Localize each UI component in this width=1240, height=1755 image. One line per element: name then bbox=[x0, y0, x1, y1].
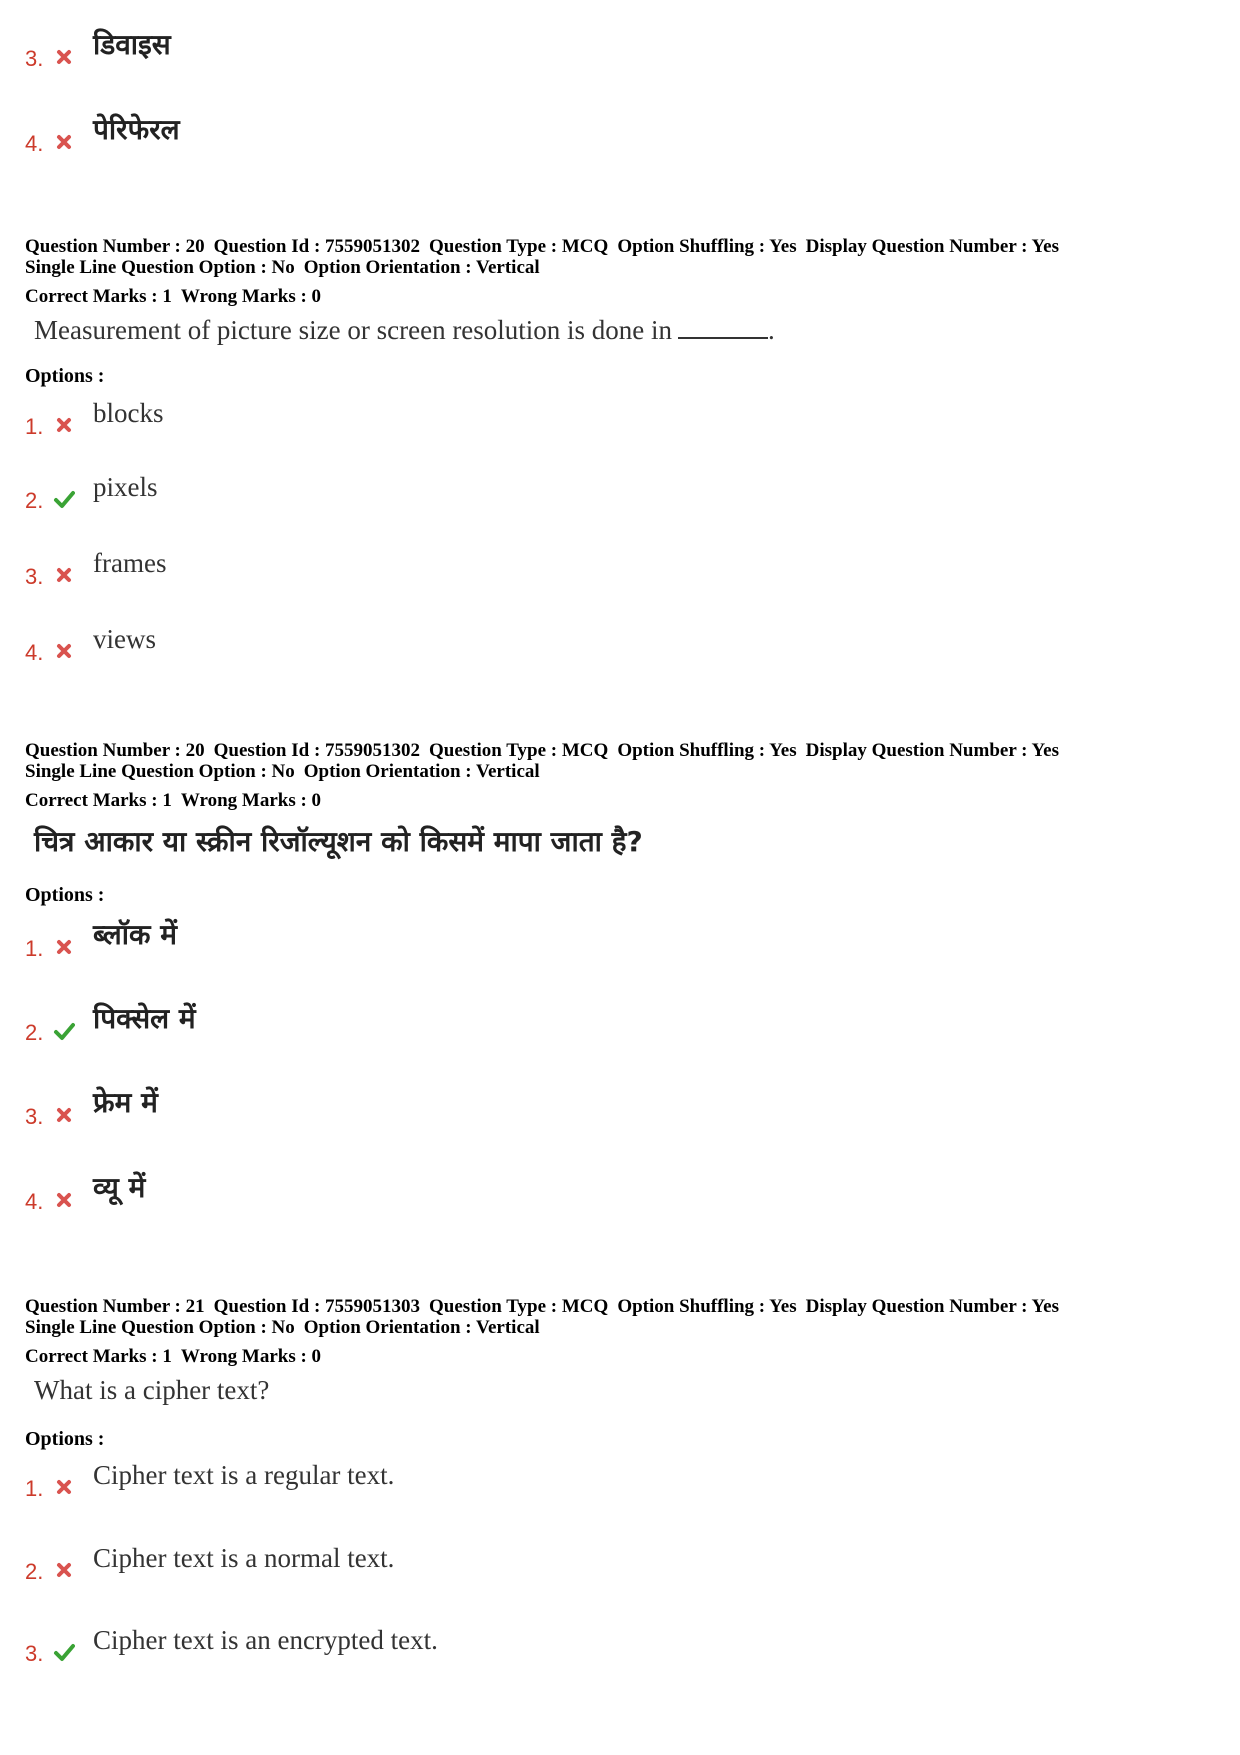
option-number: 2. bbox=[25, 1559, 44, 1584]
cross-icon bbox=[53, 46, 75, 68]
option-text: ब्लॉक में bbox=[93, 918, 177, 951]
option-text: व्यू में bbox=[93, 1171, 146, 1204]
cross-icon bbox=[53, 131, 75, 153]
option-number: 2. bbox=[25, 488, 44, 513]
cross-icon bbox=[53, 564, 75, 586]
cross-icon bbox=[53, 936, 75, 958]
option-item bbox=[25, 1625, 925, 1665]
option-number: 3. bbox=[25, 1104, 44, 1129]
option-item bbox=[25, 1173, 925, 1213]
cross-icon bbox=[53, 1476, 75, 1498]
check-icon bbox=[53, 488, 75, 510]
question-meta-line1: Question Number : 20 Question Id : 7559051302 Question Type : MCQ Option Shuffling : Yes Display Question Number : Yes bbox=[25, 740, 1059, 761]
question-meta-line1: Question Number : 20 Question Id : 7559051302 Question Type : MCQ Option Shuffling : Yes Display Question Number : Yes bbox=[25, 236, 1059, 257]
option-text: views bbox=[93, 624, 156, 654]
options-label: Options : bbox=[25, 365, 105, 387]
option-text: Cipher text is a regular text. bbox=[93, 1460, 395, 1490]
option-item bbox=[25, 1543, 925, 1583]
question-meta-line2: Single Line Question Option : No Option Orientation : Vertical bbox=[25, 257, 540, 278]
question-text: What is a cipher text? bbox=[34, 1375, 270, 1405]
option-text: पेरिफेरल bbox=[93, 113, 180, 146]
option-number: 2. bbox=[25, 1020, 44, 1045]
check-icon bbox=[53, 1641, 75, 1663]
option-number: 3. bbox=[25, 1641, 44, 1666]
option-number: 4. bbox=[25, 131, 44, 156]
option-number: 4. bbox=[25, 1189, 44, 1214]
check-icon bbox=[53, 1020, 75, 1042]
question-marks: Correct Marks : 1 Wrong Marks : 0 bbox=[25, 1346, 322, 1367]
answer-blank bbox=[678, 317, 768, 339]
option-text: पिक्सेल में bbox=[93, 1002, 196, 1035]
option-item bbox=[25, 624, 925, 664]
option-text: blocks bbox=[93, 398, 164, 428]
cross-icon bbox=[53, 414, 75, 436]
option-item bbox=[25, 115, 925, 155]
cross-icon bbox=[53, 1189, 75, 1211]
options-label: Options : bbox=[25, 884, 105, 906]
option-item bbox=[25, 1460, 925, 1500]
option-number: 3. bbox=[25, 564, 44, 589]
question-marks: Correct Marks : 1 Wrong Marks : 0 bbox=[25, 286, 322, 307]
option-text: frames bbox=[93, 548, 167, 578]
option-number: 4. bbox=[25, 640, 44, 665]
option-text: फ्रेम में bbox=[93, 1086, 158, 1119]
option-text: pixels bbox=[93, 472, 158, 502]
cross-icon bbox=[53, 1559, 75, 1581]
cross-icon bbox=[53, 640, 75, 662]
option-number: 1. bbox=[25, 414, 44, 439]
question-meta-line1: Question Number : 21 Question Id : 7559051303 Question Type : MCQ Option Shuffling : Yes Display Question Number : Yes bbox=[25, 1296, 1059, 1317]
question-marks: Correct Marks : 1 Wrong Marks : 0 bbox=[25, 790, 322, 811]
cross-icon bbox=[53, 1104, 75, 1126]
options-label: Options : bbox=[25, 1428, 105, 1450]
option-item bbox=[25, 920, 925, 960]
option-number: 3. bbox=[25, 46, 44, 71]
option-text: Cipher text is a normal text. bbox=[93, 1543, 395, 1573]
question-text: Measurement of picture size or screen resolution is done in . bbox=[34, 315, 775, 345]
question-text: चित्र आकार या स्क्रीन रिजॉल्यूशन को किसमें मापा जाता है? bbox=[34, 825, 643, 858]
option-text: Cipher text is an encrypted text. bbox=[93, 1625, 438, 1655]
option-number: 1. bbox=[25, 936, 44, 961]
option-item bbox=[25, 472, 925, 512]
option-item bbox=[25, 30, 925, 70]
question-meta-line2: Single Line Question Option : No Option Orientation : Vertical bbox=[25, 761, 540, 782]
option-number: 1. bbox=[25, 1476, 44, 1501]
option-item bbox=[25, 398, 925, 438]
option-item bbox=[25, 548, 925, 588]
option-item bbox=[25, 1004, 925, 1044]
option-text: डिवाइस bbox=[93, 28, 171, 61]
question-meta-line2: Single Line Question Option : No Option Orientation : Vertical bbox=[25, 1317, 540, 1338]
option-item bbox=[25, 1088, 925, 1128]
